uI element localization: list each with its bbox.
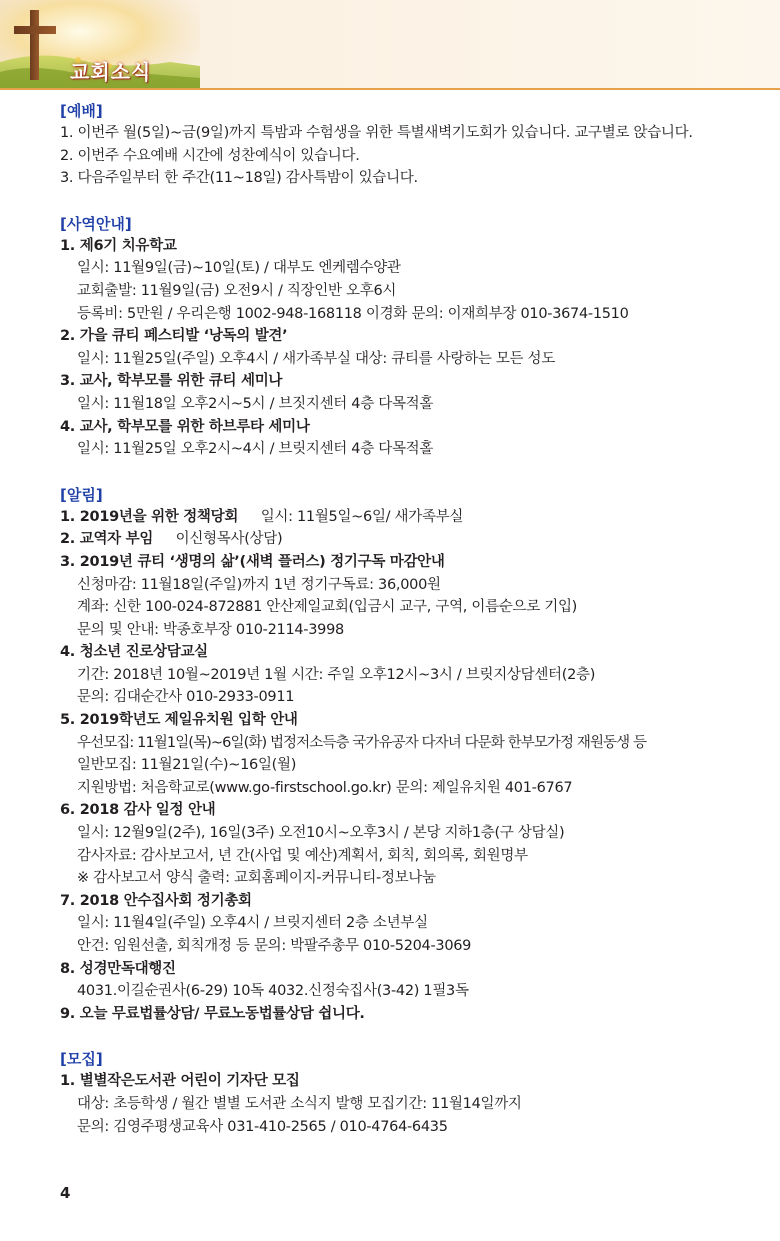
- list-item-heading: 1. 제6기 치유학교: [60, 237, 177, 254]
- list-item-detail: 문의: 김영주평생교육사 031-410-2565 / 010-4764-6435: [77, 1118, 448, 1135]
- list-item-heading: 9. 오늘 무료법률상담/ 무료노동법률상담 쉽니다.: [60, 1005, 365, 1022]
- list-item-heading: 2. 가을 큐티 페스티발 ‘낭독의 발견’: [60, 328, 288, 345]
- list-item: [60, 506, 770, 529]
- list-item-heading: 4. 교사, 학부모를 위한 하브루타 세미나: [60, 418, 310, 435]
- list-item-detail: 문의: 김대순간사 010-2933-0911: [77, 689, 295, 706]
- list-item-heading: 1. 2019년을 위한 정책당회: [60, 508, 239, 525]
- list-item-detail: ※ 감사보고서 양식 출력: 교회홈페이지-커뮤니티-정보나눔: [77, 870, 436, 887]
- list-item-inline: 일시: 11월5일~6일/ 새가족부실: [260, 508, 464, 525]
- list-item-detail: 일시: 11월25일 오후2시~4시 / 브릿지센터 4층 다목적홀: [77, 441, 434, 458]
- section-title-worship: [예배]: [60, 102, 103, 120]
- page-number: 4: [60, 1184, 71, 1202]
- list-item-detail: 일시: 12월9일(2주), 16일(3주) 오전10시~오후3시 / 본당 지하1층(구 상담실): [77, 825, 565, 842]
- list-item-detail: 문의 및 안내: 박종호부장 010-2114-3998: [77, 621, 344, 638]
- list-item-detail: 신청마감: 11월18일(주일)까지 1년 정기구독료: 36,000원: [77, 576, 441, 593]
- list-item-detail: 대상: 초등학생 / 월간 별별 도서관 소식지 발행 모집기간: 11월14일까지: [77, 1095, 522, 1112]
- list-item-detail: 지원방법: 처음학교로(www.go-firstschool.go.kr) 문의: 제일유치원 401-6767: [77, 779, 573, 796]
- list-item-heading: 3. 교사, 학부모를 위한 큐티 세미나: [60, 373, 283, 390]
- header-divider: [0, 88, 780, 90]
- list-item-heading: 8. 성경만독대행진: [60, 960, 176, 977]
- list-item-heading: 4. 청소년 진로상담교실: [60, 644, 208, 661]
- list-item-detail: 교회출발: 11월9일(금) 오전9시 / 직장인반 오후6시: [77, 282, 397, 299]
- list-item-detail: 4031.이길순권사(6-29) 10독 4032.신정숙집사(3-42) 1필3독: [77, 983, 469, 1000]
- list-item-detail: 일시: 11월9일(금)~10일(토) / 대부도 엔케렘수양관: [77, 260, 401, 277]
- list-item-detail: 우선모집: 11월1일(목)~6일(화) 법정저소득층 국가유공자 다자녀 다문화 한부모가정 재원동생 등: [77, 734, 647, 751]
- list-item-detail: 안건: 임원선출, 회칙개정 등 문의: 박팔주총무 010-5204-3069: [77, 938, 472, 954]
- list-item-detail: 계좌: 신한 100-024-872881 안산제일교회(입금시 교구, 구역, 이름순으로 기입): [77, 599, 578, 616]
- list-item-detail: 일반모집: 11월21일(수)~16일(월): [77, 757, 297, 774]
- header-banner: [0, 0, 780, 90]
- list-item-heading: 2. 교역자 부임: [60, 531, 154, 548]
- list-item-heading: 6. 2018 감사 일정 안내: [60, 802, 216, 819]
- bulletin-content: [60, 100, 770, 1138]
- list-item-detail: 감사자료: 감사보고서, 년 간(사업 및 예산)계획서, 회칙, 회의록, 회원명부: [77, 847, 528, 864]
- list-item-heading: 5. 2019학년도 제일유치원 입학 안내: [60, 712, 298, 729]
- list-item-inline: 이신형목사(상담): [175, 531, 283, 548]
- page-title: 교회소식: [70, 60, 152, 84]
- list-item: [60, 528, 770, 551]
- list-item-heading: 3. 2019년 큐티 ‘생명의 삶’(새벽 플러스) 정기구독 마감안내: [60, 553, 445, 570]
- list-item: 2. 이번주 수요예배 시간에 성찬예식이 있습니다.: [60, 147, 360, 164]
- section-gap: [60, 461, 770, 484]
- list-item: 1. 이번주 월(5일)~금(9일)까지 특밤과 수험생을 위한 특별새벽기도회가 있습니다. 교구별로 앉습니다.: [60, 125, 693, 141]
- list-item: 3. 다음주일부터 한 주간(11~18일) 감사특밤이 있습니다.: [60, 170, 418, 187]
- section-gap: [60, 190, 770, 213]
- list-item-detail: 기간: 2018년 10월~2019년 1월 시간: 주일 오후12시~3시 / 브릿지상담센터(2층): [77, 666, 596, 683]
- section-title-notice: [알림]: [60, 485, 103, 504]
- section-gap: [60, 1025, 770, 1048]
- list-item-detail: 일시: 11월25일(주일) 오후4시 / 새가족부실 대상: 큐티를 사랑하는 모든 성도: [77, 350, 555, 367]
- list-item-detail: 일시: 11월4일(주일) 오후4시 / 브릿지센터 2층 소년부실: [77, 915, 428, 932]
- list-item-heading: 1. 별별작은도서관 어린이 기자단 모집: [60, 1073, 300, 1090]
- list-item-heading: 7. 2018 안수집사회 정기총회: [60, 892, 252, 909]
- section-title-ministry: [사역안내]: [60, 214, 132, 233]
- list-item-detail: 등록비: 5만원 / 우리은행 1002-948-168118 이경화 문의: 이재희부장 010-3674-1510: [77, 305, 629, 322]
- list-item-detail: 일시: 11월18일 오후2시~5시 / 브짓지센터 4층 다목적홀: [77, 395, 434, 412]
- section-title-recruit: [모집]: [60, 1050, 103, 1069]
